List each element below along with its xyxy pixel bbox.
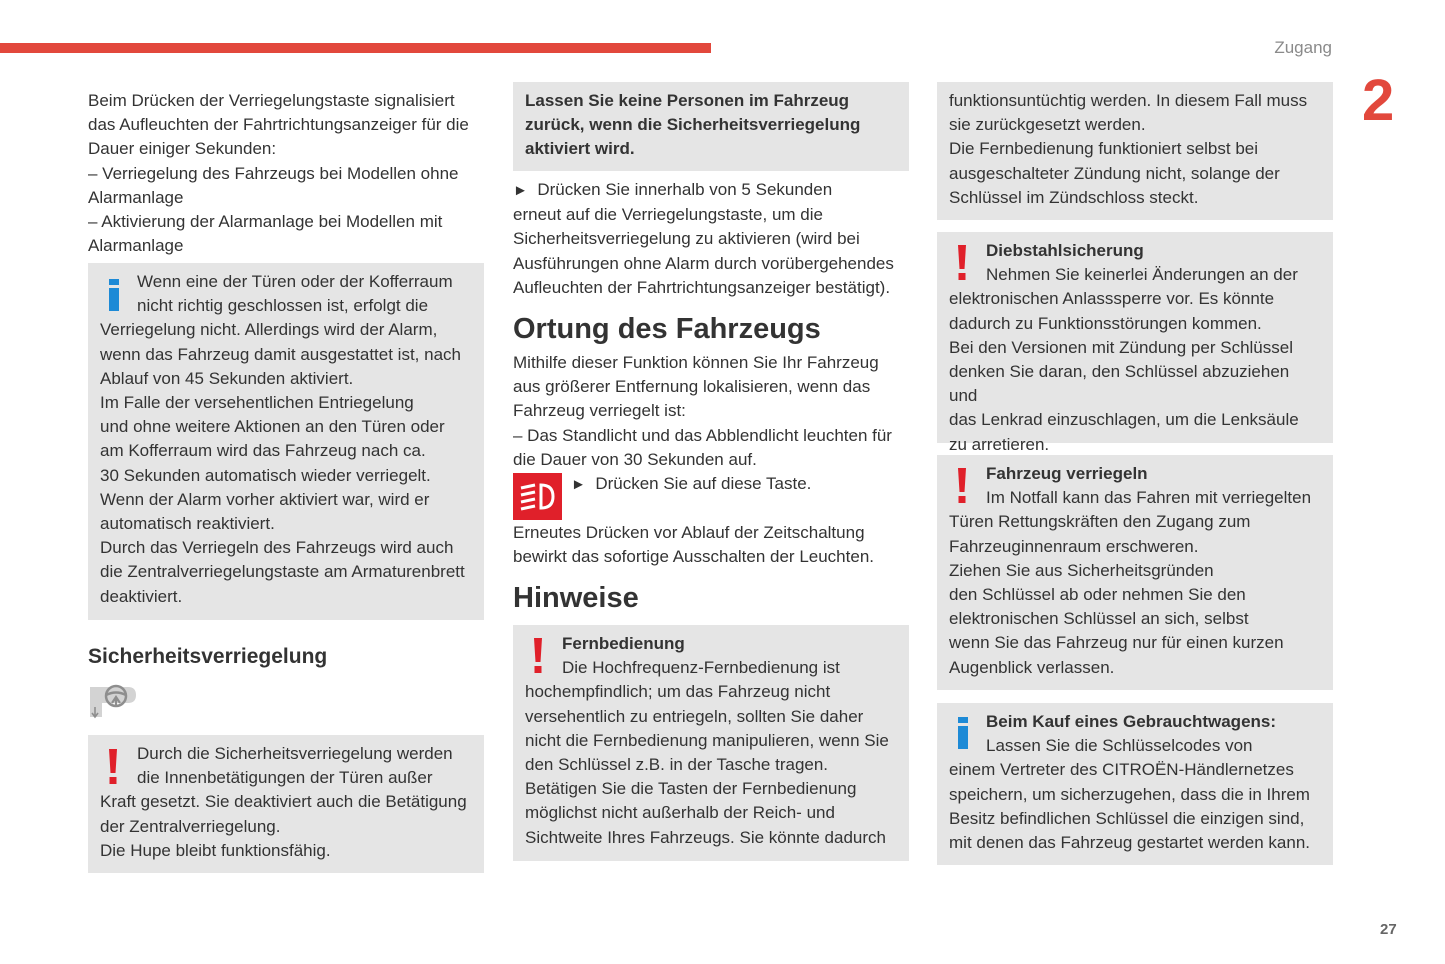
text-line: Schlüssel im Zündschloss steckt. — [949, 187, 1199, 207]
section-title: Zugang — [1274, 38, 1332, 57]
text-line: Türen Rettungskräften den Zugang zum — [949, 512, 1251, 532]
box-title: Fahrzeug verriegeln — [986, 464, 1148, 483]
after-paragraph — [513, 521, 913, 569]
remote-control-continued-box — [937, 82, 1333, 220]
text-line: Die Hupe bleibt funktionsfähig. — [100, 840, 331, 860]
text-line: elektronischen Schlüssel an sich, selbst — [949, 609, 1249, 629]
text-line: 30 Sekunden automatisch wieder verriegelt. — [100, 465, 431, 485]
text-line: das Lenkrad einzuschlagen, um die Lenksäule — [949, 410, 1299, 430]
warning-box-no-persons — [513, 82, 909, 171]
warning-box-theft-protection — [937, 232, 1333, 454]
text-line: Fahrzeuginnenraum erschweren. — [949, 536, 1199, 556]
text-line: denken Sie daran, den Schlüssel abzuziehen und — [949, 362, 1290, 406]
info-icon — [957, 717, 969, 749]
text-line: Mithilfe dieser Funktion können Sie Ihr Fahrzeug — [513, 353, 879, 372]
text-line: speichern, um sicherzugehen, dass die in Ihrem — [949, 784, 1310, 804]
text-line: den Schlüssel ab oder nehmen Sie den — [949, 585, 1246, 605]
text-line: Ziehen Sie aus Sicherheitsgründen — [949, 560, 1214, 580]
text-line: Bei den Versionen mit Zündung per Schlüssel — [949, 337, 1293, 357]
text-line: Wenn eine der Türen oder der Kofferraum — [137, 272, 453, 291]
chapter-number: 2 — [1362, 68, 1395, 133]
text-line: Im Falle der versehentlichen Entriegelung — [100, 393, 414, 413]
text-line: elektronischen Anlasssperre vor. Es könnte — [949, 289, 1275, 309]
text-line: die Zentralverriegelungstaste am Armaturenbrett — [100, 562, 465, 582]
text-line: versehentlich zu entriegeln, sollten Sie daher — [525, 706, 864, 726]
step-marker: ► — [513, 182, 528, 199]
text-line: deaktiviert. — [100, 586, 183, 606]
locate-paragraph — [513, 351, 913, 472]
step-marker: ► — [571, 476, 586, 493]
heading-notes: Hinweise — [513, 582, 639, 614]
text-line: und ohne weitere Aktionen an den Türen oder — [100, 417, 445, 437]
text-line: möglichst nicht außerhalb der Reich- und — [525, 803, 835, 823]
text-line: am Kofferraum wird das Fahrzeug nach ca. — [100, 441, 426, 461]
text-line: Betätigen Sie die Tasten der Fernbedienung — [525, 779, 857, 799]
text-line: Sicherheitsverriegelung zu aktivieren (wird bei — [513, 229, 860, 249]
steering-wheel-lock-icon — [88, 683, 138, 721]
heading-vehicle-locate: Ortung des Fahrzeugs — [513, 313, 821, 345]
text-line: dadurch zu Funktionsstörungen kommen. — [949, 313, 1262, 333]
text-line: Alarmanlage — [88, 187, 184, 207]
text-line: Ausführungen ohne Alarm durch vorübergehendes — [513, 253, 894, 273]
text-line: Durch das Verriegeln des Fahrzeugs wird auch — [100, 538, 454, 558]
header-accent-bar — [0, 43, 711, 53]
step-text: Drücken Sie innerhalb von 5 Sekunden — [537, 180, 833, 199]
heading-security-lock: Sicherheitsverriegelung — [88, 645, 328, 668]
text-line: Aufleuchten der Fahrtrichtungsanzeiger bestätigt). — [513, 277, 891, 297]
warning-box-lock-vehicle — [937, 455, 1333, 690]
text-line: hochempfindlich; um das Fahrzeug nicht — [525, 682, 831, 702]
box-title: Diebstahlsicherung — [986, 241, 1144, 260]
text-line: das Aufleuchten der Fahrtrichtungsanzeiger für die — [88, 115, 469, 135]
text-line: automatisch reaktiviert. — [100, 514, 275, 534]
step-text: Drücken Sie auf diese Taste. — [595, 474, 812, 493]
text-line: sie zurückgesetzt werden. — [949, 115, 1146, 135]
info-icon — [108, 279, 120, 311]
intro-paragraph — [88, 89, 488, 258]
text-line: Verriegelung nicht. Allerdings wird der Alarm, — [100, 320, 438, 340]
text-line: nicht richtig geschlossen ist, erfolgt die — [137, 296, 429, 316]
text-line: mit denen das Fahrzeug gestartet werden kann. — [949, 833, 1310, 853]
text-line: Durch die Sicherheitsverriegelung werden — [137, 744, 453, 763]
text-line: Dauer einiger Sekunden: — [88, 139, 277, 159]
text-line: der Zentralverriegelung. — [100, 816, 281, 836]
text-line: Beim Drücken der Verriegelungstaste signalisiert — [88, 91, 455, 110]
step-activate-security-lock — [513, 178, 913, 300]
text-line: Alarmanlage — [88, 236, 184, 256]
text-line: wenn Sie das Fahrzeug nur für einen kurzen — [949, 633, 1284, 653]
text-line: Die Fernbedienung funktioniert selbst bei — [949, 139, 1259, 159]
text-line: Ablauf von 45 Sekunden aktiviert. — [100, 368, 354, 388]
text-line: bewirkt das sofortige Ausschalten der Leuchten. — [513, 547, 874, 567]
text-line: Nehmen Sie keinerlei Änderungen an der — [986, 265, 1298, 285]
text-line: Wenn der Alarm vorher aktiviert war, wird er — [100, 489, 430, 509]
step-press-button — [571, 472, 911, 497]
text-line: aktiviert wird. — [525, 139, 635, 159]
exclamation-icon — [531, 638, 545, 674]
text-line: Erneutes Drücken vor Ablauf der Zeitschaltung — [513, 523, 865, 542]
warning-box-security-lock — [88, 735, 484, 873]
text-line: aus größerer Entfernung lokalisieren, wenn das — [513, 377, 871, 397]
text-line: den Schlüssel z.B. in der Tasche tragen. — [525, 755, 829, 775]
low-beam-headlight-icon — [513, 473, 562, 520]
text-line: Lassen Sie keine Personen im Fahrzeug — [525, 91, 850, 110]
info-box-used-car — [937, 703, 1333, 865]
text-line — [513, 178, 913, 203]
warning-box-remote-control — [513, 625, 909, 861]
text-line: Besitz befindlichen Schlüssel die einzigen sind, — [949, 808, 1305, 828]
page-number: 27 — [1380, 921, 1397, 938]
text-line: – Verriegelung des Fahrzeugs bei Modellen ohne — [88, 163, 459, 183]
text-line: Lassen Sie die Schlüsselcodes von — [986, 736, 1253, 756]
text-line: Im Notfall kann das Fahren mit verriegelten — [986, 488, 1312, 508]
text-line: nicht die Fernbedienung manipulieren, wenn Sie — [525, 730, 889, 750]
text-line: Sichtweite Ihres Fahrzeugs. Sie könnte dadurch — [525, 827, 886, 847]
exclamation-icon — [955, 468, 969, 504]
text-line — [571, 472, 911, 497]
text-line: einem Vertreter des CITROËN-Händlernetzes — [949, 760, 1294, 780]
text-line: ausgeschalteter Zündung nicht, solange der — [949, 163, 1280, 183]
text-line: die Dauer von 30 Sekunden auf. — [513, 449, 757, 469]
text-line: zurück, wenn die Sicherheitsverriegelung — [525, 115, 861, 135]
exclamation-icon — [955, 245, 969, 281]
text-line: funktionsuntüchtig werden. In diesem Fall muss — [949, 91, 1308, 110]
box-title: Fernbedienung — [562, 634, 685, 653]
text-line: die Innenbetätigungen der Türen außer — [137, 768, 433, 788]
text-line: – Das Standlicht und das Abblendlicht leuchten für — [513, 425, 892, 445]
text-line: zu arretieren. — [949, 434, 1050, 454]
text-line: wenn das Fahrzeug damit ausgestattet ist, nach — [100, 344, 461, 364]
text-line: Augenblick verlassen. — [949, 657, 1115, 677]
text-line: Die Hochfrequenz-Fernbedienung ist — [562, 658, 840, 678]
text-line: – Aktivierung der Alarmanlage bei Modellen mit — [88, 212, 443, 232]
text-line: Kraft gesetzt. Sie deaktiviert auch die Betätigung — [100, 792, 467, 812]
text-line: erneut auf die Verriegelungstaste, um die — [513, 205, 823, 225]
exclamation-icon — [106, 749, 120, 785]
text-line: Fahrzeug verriegelt ist: — [513, 401, 686, 421]
box-title: Beim Kauf eines Gebrauchtwagens: — [986, 712, 1277, 731]
info-box-door-lock — [88, 263, 484, 620]
